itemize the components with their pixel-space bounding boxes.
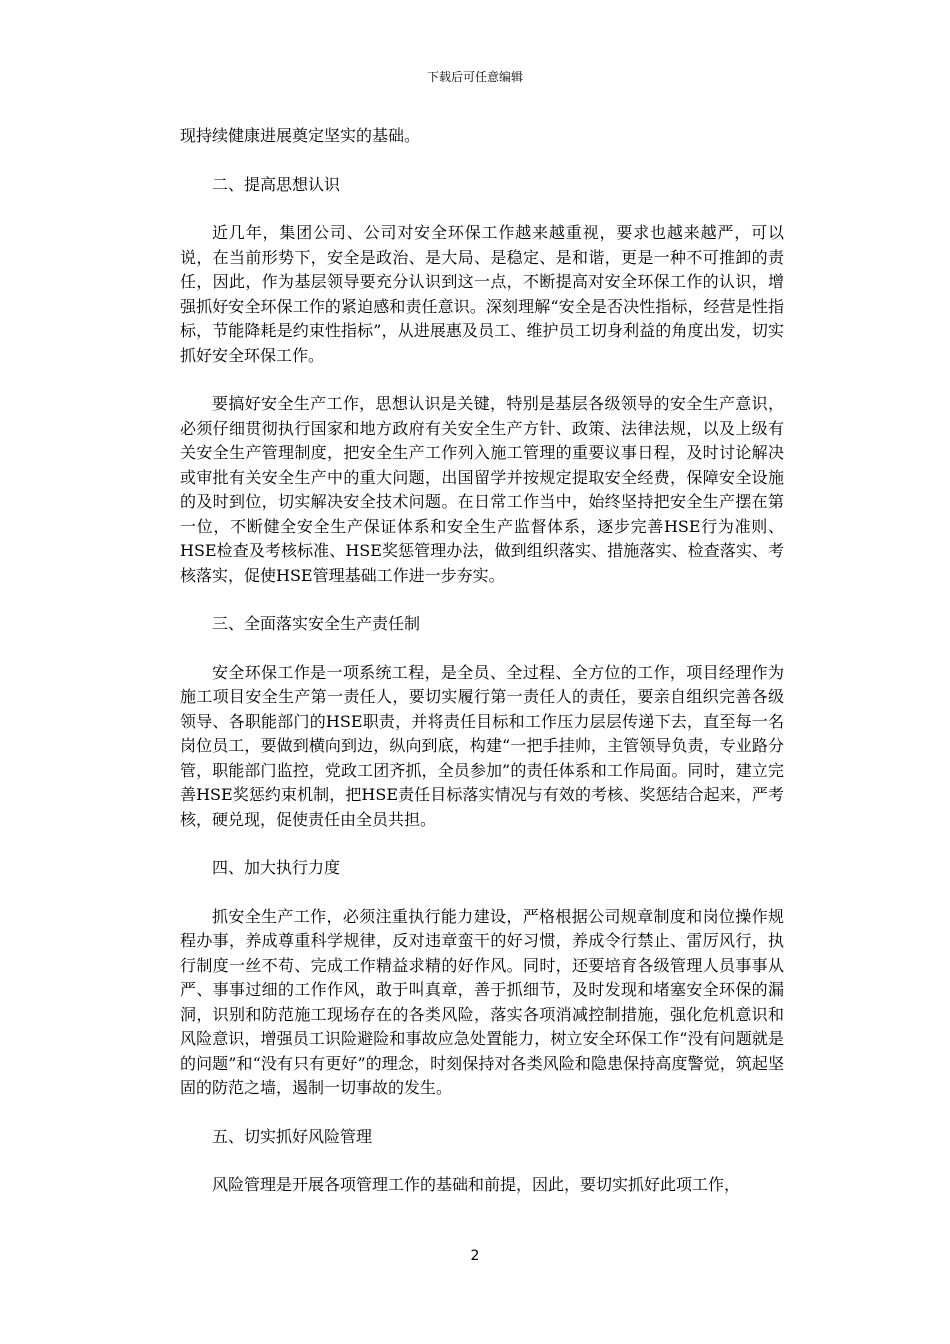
section-2 xyxy=(180,173,784,589)
section-4 xyxy=(180,856,784,1101)
paragraph: 近几年，集团公司、公司对安全环保工作越来越重视，要求也越来越严，可以说，在当前形势下，安全是政治、是大局、是稳定、是和谐，更是一种不可推卸的责任，因此，作为基层领导要充分认识到这一点，不断提高对安全环保工作的认识，增强抓好安全环保工作的紧迫感和责任意识。深刻理解“安全是否决性指标，经营是性指标，节能降耗是约束性指标”，从进展惠及员工、维护员工切身利益的角度出发，切实抓好安全环保工作。 xyxy=(180,223,784,365)
paragraph: 风险管理是开展各项管理工作的基础和前提，因此，要切实抓好此项工作， xyxy=(212,1175,741,1194)
document-body xyxy=(180,124,784,1198)
page-header: 下载后可任意编辑 xyxy=(426,70,523,84)
section-5 xyxy=(180,1125,784,1198)
lead-paragraph: 现持续健康进展奠定坚实的基础。 xyxy=(180,126,421,145)
section-heading: 四、加大执行力度 xyxy=(212,858,341,877)
page-number: 2 xyxy=(470,1248,480,1264)
section-heading: 二、提高思想认识 xyxy=(212,174,341,194)
section-heading: 三、全面落实安全生产责任制 xyxy=(212,614,421,633)
section-heading: 五、切实抓好风险管理 xyxy=(212,1126,373,1146)
paragraph: 要搞好安全生产工作，思想认识是关键，特别是基层各级领导的安全生产意识，必须仔细贯彻执行国家和地方政府有关安全生产方针、政策、法律法规，以及上级有关安全生产管理制度，把安全生产工作列入施工管理的重要议事日程，及时讨论解决或审批有关安全生产中的重大问题，出国留学并按规定提取安全经费，保障安全设施的及时到位，切实解决安全技术问题。在日常工作当中，始终坚持把安全生产摆在第一位，不断健全安全生产保证体系和安全生产监督体系，逐步完善HSE行为准则、HSE检查及考核标准、HSE奖惩管理办法，做到组织落实、措施落实、检查落实、考核落实，促使HSE管理基础工作进一步夯实。 xyxy=(180,394,784,585)
paragraph: 抓安全生产工作，必须注重执行能力建设，严格根据公司规章制度和岗位操作规程办事，养成尊重科学规律，反对违章蛮干的好习惯，养成令行禁止、雷厉风行，执行制度一丝不苟、完成工作精益求精的好作风。同时，还要培育各级管理人员事事从严、事事过细的工作作风，敢于叫真章，善于抓细节，及时发现和堵塞安全环保的漏洞，识别和防范施工现场存在的各类风险，落实各项消减控制措施，强化危机意识和风险意识，增强员工识险避险和事故应急处置能力，树立安全环保工作“没有问题就是的问题”和“没有只有更好”的理念，时刻保持对各类风险和隐患保持高度警觉，筑起坚固的防范之墙，遏制一切事故的发生。 xyxy=(180,906,784,1097)
section-3 xyxy=(180,612,784,832)
paragraph: 安全环保工作是一项系统工程，是全员、全过程、全方位的工作，项目经理作为施工项目安全生产第一责任人，要切实履行第一责任人的责任，要亲自组织完善各级领导、各职能部门的HSE职责，并将责任目标和工作压力层层传递下去，直至每一名岗位员工，要做到横向到边，纵向到底，构建“一把手挂帅，主管领导负责，专业路分管，职能部门监控，党政工团齐抓，全员参加”的责任体系和工作局面。同时，建立完善HSE奖惩约束机制，把HSE责任目标落实情况与有效的考核、奖惩结合起来，严考核，硬兑现，促使责任由全员共担。 xyxy=(180,662,784,829)
